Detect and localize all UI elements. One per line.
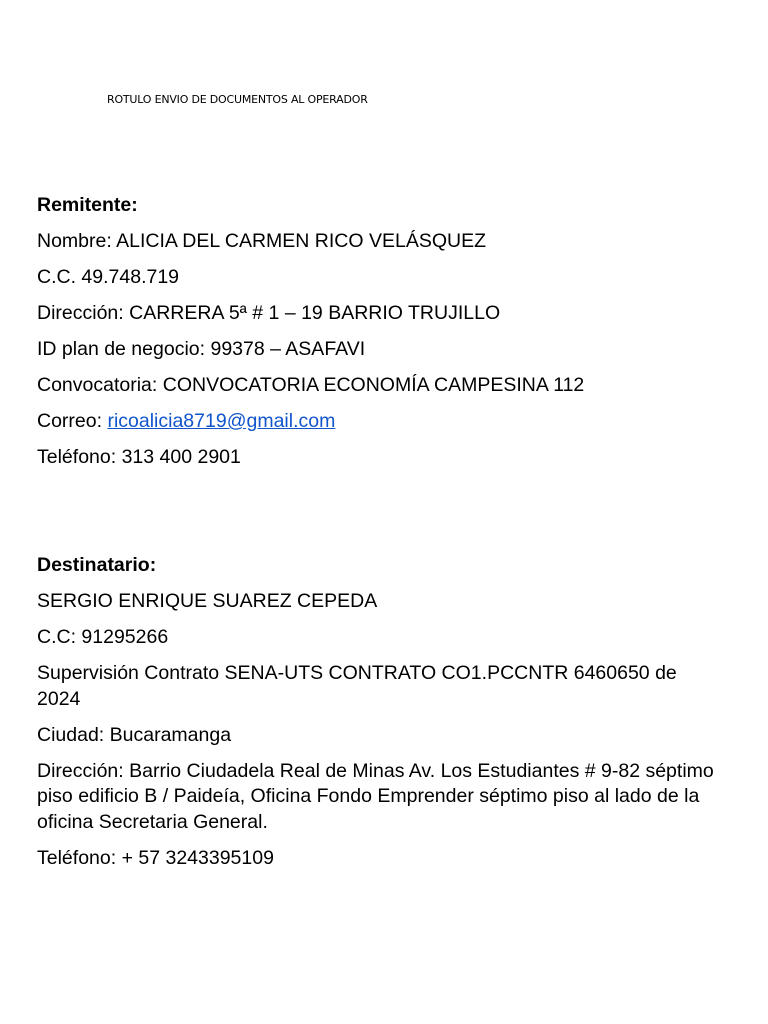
sender-plan-line bbox=[37, 337, 717, 363]
recipient-city: Bucaramanga bbox=[109, 723, 232, 746]
document-title: ROTULO ENVIO DE DOCUMENTOS AL OPERADOR bbox=[107, 93, 368, 106]
sender-phone: 313 400 2901 bbox=[121, 446, 241, 468]
recipient-name: SERGIO ENRIQUE SUAREZ CEPEDA bbox=[37, 590, 378, 612]
sender-name: ALICIA DEL CARMEN RICO VELÁSQUEZ bbox=[116, 230, 486, 252]
sender-id-line bbox=[37, 265, 717, 291]
recipient-id: 91295266 bbox=[81, 626, 169, 648]
sender-call: CONVOCATORIA ECONOMÍA CAMPESINA 112 bbox=[162, 374, 585, 396]
sender-address: CARRERA 5ª # 1 – 19 BARRIO TRUJILLO bbox=[129, 302, 501, 324]
recipient-section bbox=[37, 553, 717, 882]
recipient-phone: + 57 3243395109 bbox=[121, 846, 274, 869]
sender-phone-label: Teléfono: bbox=[37, 446, 117, 468]
sender-email-link[interactable]: ricoalicia8719@gmail.com bbox=[107, 410, 336, 432]
recipient-supervision: Supervisión Contrato SENA-UTS CONTRATO CO1.PCCNTR 6460650 de 2024 bbox=[37, 662, 677, 710]
recipient-id-label: C.C: bbox=[37, 626, 76, 648]
sender-phone-line bbox=[37, 445, 717, 471]
sender-section bbox=[37, 193, 717, 481]
sender-email-line bbox=[37, 409, 717, 435]
recipient-city-label: Ciudad: bbox=[37, 723, 105, 746]
sender-address-line bbox=[37, 301, 717, 327]
recipient-phone-line bbox=[37, 846, 717, 872]
sender-name-line bbox=[37, 229, 717, 255]
sender-email-label: Correo: bbox=[37, 410, 103, 432]
sender-id: 49.748.719 bbox=[81, 266, 180, 288]
sender-call-label: Convocatoria: bbox=[37, 374, 158, 396]
recipient-heading: Destinatario: bbox=[37, 554, 157, 576]
sender-address-label: Dirección: bbox=[37, 302, 124, 324]
recipient-address-line bbox=[37, 759, 717, 836]
sender-call-line bbox=[37, 373, 717, 399]
sender-name-label: Nombre: bbox=[37, 230, 112, 252]
recipient-city-line bbox=[37, 723, 717, 749]
sender-plan-label: ID plan de negocio: bbox=[37, 338, 206, 360]
sender-id-label: C.C. bbox=[37, 266, 76, 288]
sender-heading: Remitente: bbox=[37, 194, 138, 216]
recipient-address-label: Dirección: bbox=[37, 759, 124, 782]
recipient-address: Barrio Ciudadela Real de Minas Av. Los Estudiantes # 9-82 séptimo piso edificio B / Paideía, Oficina Fondo Emprender séptimo piso al lado de la oficina Secretaria General. bbox=[37, 759, 714, 833]
recipient-id-line bbox=[37, 625, 717, 651]
sender-plan: 99378 – ASAFAVI bbox=[210, 338, 366, 360]
recipient-phone-label: Teléfono: bbox=[37, 846, 117, 869]
